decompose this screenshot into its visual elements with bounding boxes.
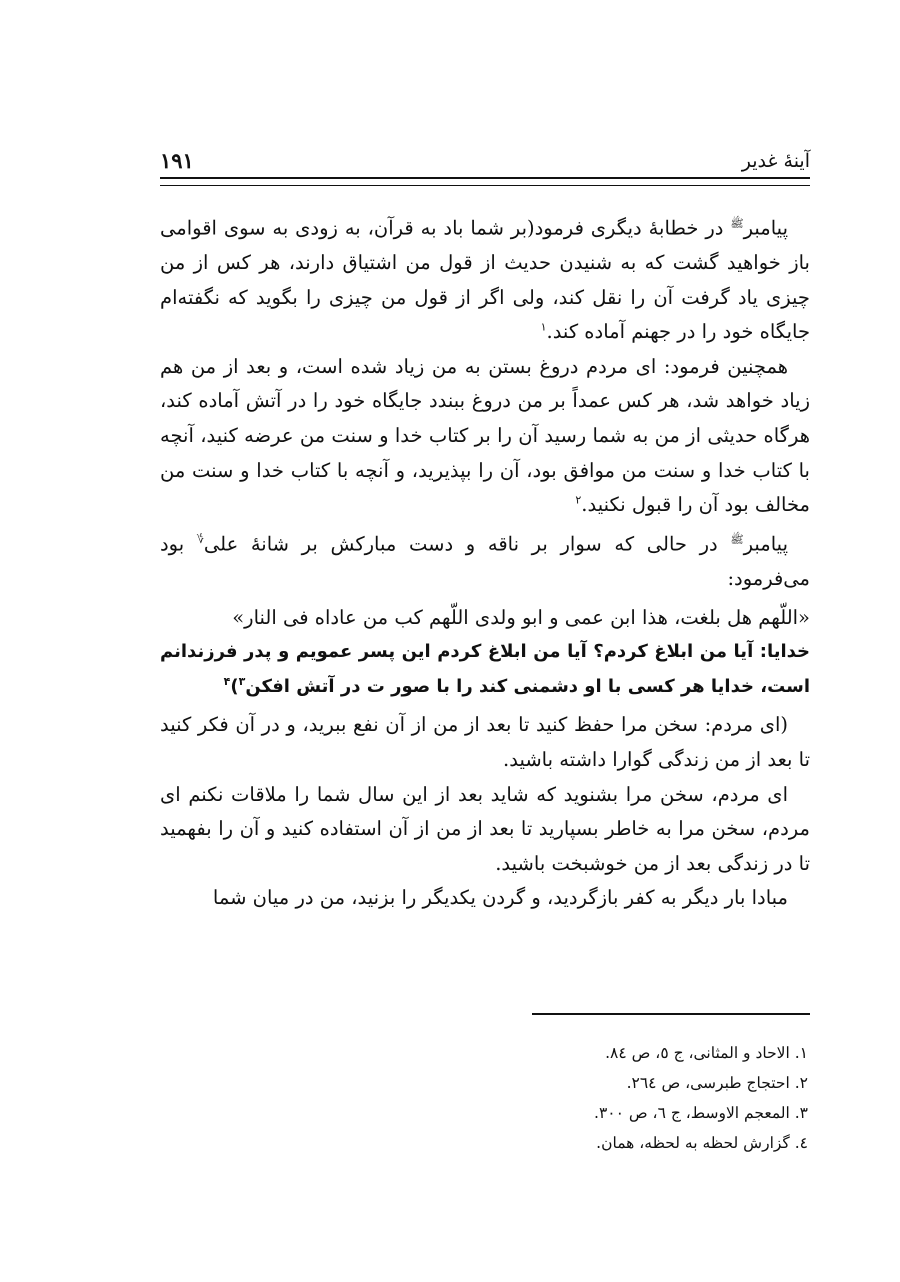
footnote-ref-3: ۳	[238, 674, 246, 688]
honorific-icon: ﷺ	[730, 532, 744, 546]
honorific-icon: ﷺ	[730, 217, 744, 230]
footnote-1: ۱. الاحاد و المثانی، ج ٥، ص ٨٤.	[605, 1044, 808, 1062]
paragraph-4: (ای مردم: سخن مرا حفظ کنید تا بعد از من از آن نفع ببرید، و در آن فکر کنید تا بعد از من زندگی گوارا داشته باشید.	[160, 713, 810, 771]
body-text	[160, 207, 810, 916]
footnote-3: ۳. المعجم الاوسط، ج ٦، ص ٣٠٠.	[594, 1104, 808, 1122]
quote-arabic: «اللّهم هل بلغت، هذا ابن عمی و ابو ولدی اللّهم کب من عاداه فی النار»	[232, 605, 810, 629]
footnotes	[594, 1038, 808, 1158]
paragraph-1	[160, 207, 810, 350]
paragraph-5: ای مردم، سخن مرا بشنوید که شاید بعد از این سال شما را ملاقات نکنم ای مردم، سخن مرا به خاطر بسپارید تا بعد از من از آن استفاده کنید و آن را بفهمید تا در زندگی بعد از من خوشبخت باشید.	[160, 782, 810, 875]
running-title: آینهٔ غدیر	[741, 150, 810, 172]
quote-persian-text: خدایا: آیا من ابلاغ کردم؟ آیا من ابلاغ کردم این پسر عمویم و پدر فرزندانم است، خدایا هر کسی با او دشمنی کند را با صور ت در آتش افکن	[160, 641, 810, 697]
paragraph-6: مبادا بار دیگر به کفر بازگردید، و گردن یکدیگر را بزنید، من در میان شما	[212, 886, 788, 910]
paragraph-3-text-end: بود می‌فرمود:	[160, 532, 810, 590]
footnote-ref-1: ۱	[540, 320, 547, 334]
paragraph-1-lead: پیامبر	[743, 216, 788, 240]
paragraph-1-text: در خطابهٔ دیگری فرمود(بر شما باد به قرآن، به زودی به سوی اقوامی باز خواهید گشت که به شنیدن حدیث از قول من اشتیاق دارند، هر کس از من چیزی یاد گرفت آن را نقل کند، ولی اگر از قول من چیزی را بگوید که نگفته‌ام جایگاه خود را در جهنم آماده کند.	[160, 216, 810, 344]
footnote-4: ٤. گزارش لحظه به لحظه، همان.	[596, 1134, 808, 1152]
header-rule	[160, 177, 810, 186]
quote-persian: خدایا: آیا من ابلاغ کردم؟ آیا من ابلاغ کردم این پسر عمویم و پدر فرزندانم است، خدایا هر کسی با او دشمنی کند را با صور ت در آتش افکن$^۳$)$^۴$	[160, 641, 810, 697]
paragraph-3-text: در حالی که سوار بر ناقه و دست مبارکش بر شانهٔ علی	[203, 532, 731, 556]
paragraph-3-lead: پیامبر	[743, 532, 788, 556]
paragraph-2-text: همچنین فرمود: ای مردم دروغ بستن به من زیاد شده است، و بعد از من هم زیاد خواهد شد، هر کس عمداً بر من دروغ ببندد جایگاه خود را در آتش آماده کند، هرگاه حدیثی از من به شما رسید آن را بر کتاب خدا و سنت من عرضه کنید، آنچه با کتاب خدا و سنت من موافق بود، آن را بپذیرید، و آنچه با کتاب خدا و سنت من مخالف بود آن را قبول نکنید.	[160, 354, 810, 517]
paragraph-2	[160, 350, 810, 523]
paragraph-3	[160, 523, 810, 597]
page-header	[160, 146, 810, 176]
footnote-rule	[532, 1013, 810, 1015]
honorific-ali-icon: ؇	[196, 532, 204, 546]
page-number: ۱۹۱	[160, 148, 194, 173]
footnote-ref-2: ۲	[575, 493, 582, 507]
footnote-2: ۲. احتجاج طبرسی، ص ٢٦٤.	[626, 1074, 808, 1092]
footnote-ref-4: ۴	[223, 674, 231, 688]
